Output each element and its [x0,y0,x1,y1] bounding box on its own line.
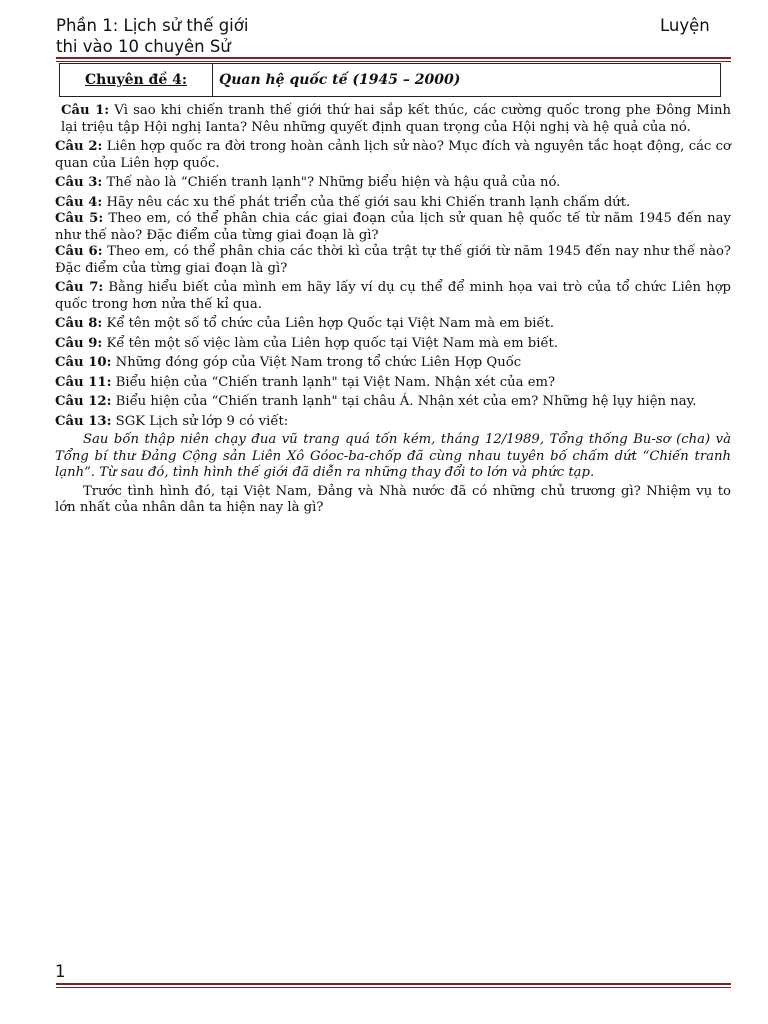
question-label: Câu 6: [55,244,103,259]
question-label: Câu 7: [55,280,104,295]
question-text: Theo em, có thể phân chia các thời kì của trật tự thế giới từ năm 1945 đến nay như thế nào? Đặc điểm của từng giai đoạn là gì? [55,244,731,276]
question-9 [55,336,731,353]
question-text: Biểu hiện của “Chiến tranh lạnh" tại châu Á. Nhận xét của em? Những hệ lụy hiện nay. [115,394,697,409]
question-11 [55,375,731,392]
question-2 [55,139,731,172]
page-number: 1 [55,962,66,981]
closing-paragraph: Trước tình hình đó, tại Việt Nam, Đảng và Nhà nước đã có những chủ trương gì? Nhiệm vụ to lớn nhất của nhân dân ta hiện nay là gì? [55,483,731,515]
topic-title: Quan hệ quốc tế (1945 – 2000) [219,72,461,88]
question-text: Liên hợp quốc ra đời trong hoàn cảnh lịch sử nào? Mục đích và nguyên tắc hoạt động, các cơ quan của Liên hợp quốc. [55,139,731,171]
question-text: Những đóng góp của Việt Nam trong tổ chức Liên Hợp Quốc [115,355,522,370]
question-label: Câu 3: [55,175,103,190]
question-label: Câu 10: [55,355,112,370]
header-rule-thin [56,61,731,62]
question-text: SGK Lịch sử lớp 9 có viết: [115,413,289,429]
question-label: Câu 4: [55,194,103,210]
question-text: Bằng hiểu biết của mình em hãy lấy ví dụ cụ thể để minh họa vai trò của tổ chức Liên hợp quốc trong hơn nửa thế kỉ qua. [55,280,731,312]
question-7 [55,280,731,313]
footer-rule-thick [56,983,731,985]
header-title-line1: Phần 1: Lịch sử thế giới [56,16,249,35]
question-text: Theo em, có thể phân chia các giai đoạn của lịch sử quan hệ quốc tế từ năm 1945 đến nay như thế nào? Đặc điểm của từng giai đoạn là gì? [55,211,731,243]
question-label: Câu 2: [55,139,103,154]
question-label: Câu 12: [55,394,112,409]
question-8 [55,316,731,333]
header-right-text: Luyện [660,16,710,35]
question-text: Hãy nêu các xu thế phát triển của thế giới sau khi Chiến tranh lạnh chấm dứt. [106,194,631,210]
question-3 [55,175,731,192]
question-1 [55,103,731,136]
question-text: Thế nào là “Chiến tranh lạnh"? Những biểu hiện và hậu quả của nó. [106,175,561,190]
footer-rule-thin [56,987,731,988]
question-label: Câu 11: [55,374,112,390]
question-text: Kể tên một số việc làm của Liên hợp quốc tại Việt Nam mà em biết. [106,335,559,351]
question-4 [55,195,731,212]
question-10 [55,355,731,372]
question-6 [55,244,731,277]
question-text: Vì sao khi chiến tranh thế giới thứ hai sắp kết thúc, các cường quốc trong phe Đông Minh lại triệu tập Hội nghị Ianta? Nêu những quyết định quan trọng của Hội nghị và hệ quả của nó. [61,103,732,135]
question-list [55,103,731,517]
quote-paragraph: Sau bốn thập niên chạy đua vũ trang quá tốn kém, tháng 12/1989, Tổng thống Bu-sơ (cha) và Tổng bí thư Đảng Cộng sản Liên Xô Góoc-ba-chốp đã cùng nhau tuyên bố chấm dứt “Chiến tranh lạnh”. Từ sau đó, tình hình thế giới đã diễn ra những thay đổi to lớn và phức tạp. [55,432,731,480]
header-title-line2: thi vào 10 chuyên Sử [56,37,231,56]
question-label: Câu 5: [55,211,104,226]
question-13 [55,414,731,431]
question-label: Câu 8: [55,316,103,331]
topic-box [59,63,721,97]
question-label: Câu 9: [55,335,103,351]
question-text: Biểu hiện của “Chiến tranh lạnh" tại Việt Nam. Nhận xét của em? [115,374,556,390]
question-text: Kể tên một số tổ chức của Liên hợp Quốc tại Việt Nam mà em biết. [106,316,555,331]
question-5 [55,211,731,244]
header-rule-thick [56,57,731,59]
question-label: Câu 13: [55,413,112,429]
header-title [56,15,616,57]
topic-label: Chuyên đề 4: [60,64,213,96]
question-12 [55,394,731,411]
question-label: Câu 1: [61,103,110,118]
